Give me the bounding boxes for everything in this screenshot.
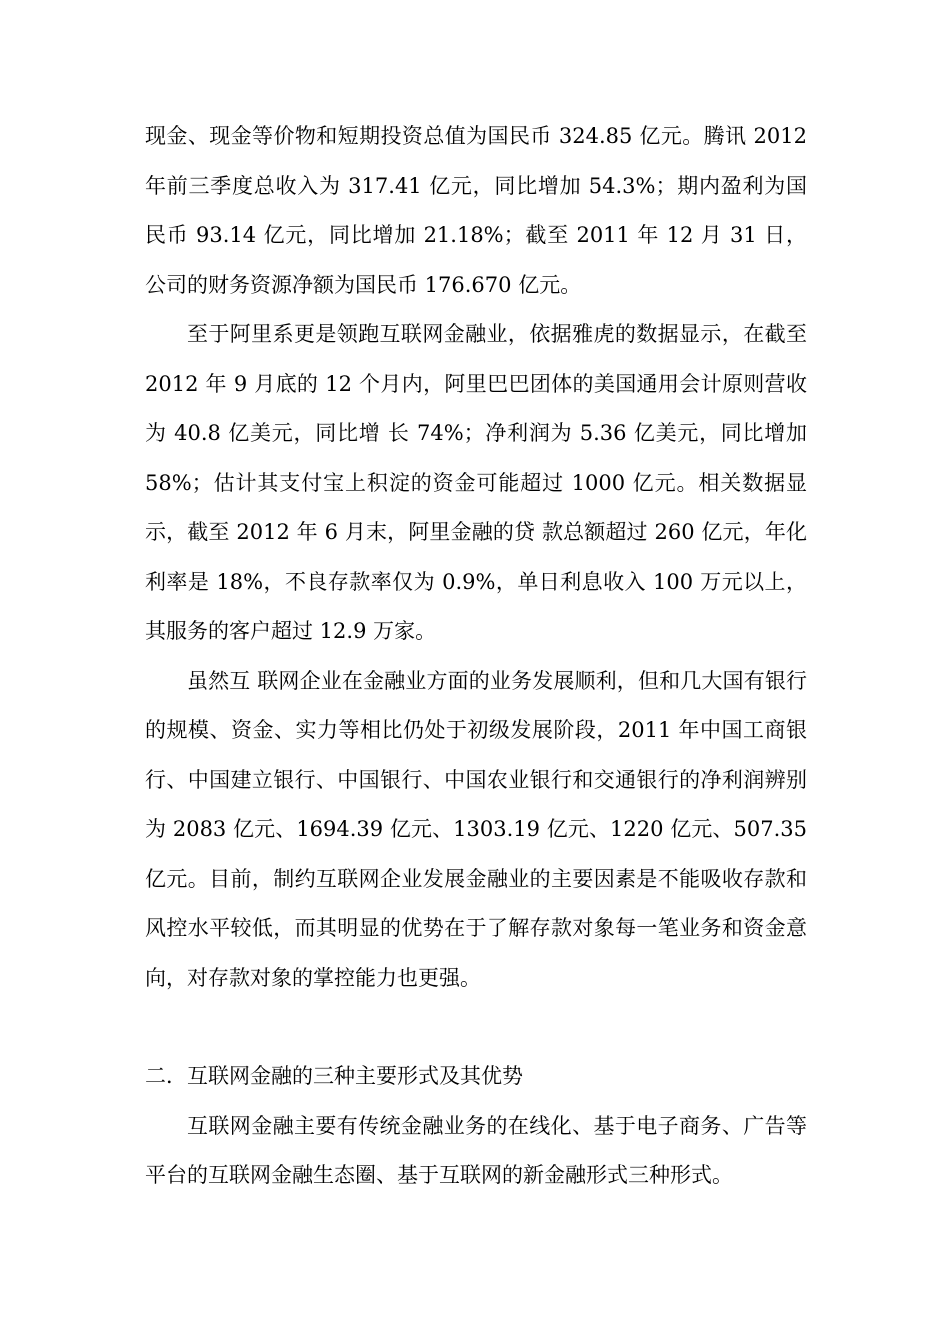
document-body: [145, 112, 807, 1201]
paragraph-alibaba-financials: 至于阿里系更是领跑互联网金融业，依据雅虎的数据显示，在截至 2012 年 9 月底的 12 个月内，阿里巴巴团体的美国通用会计原则营收为 40.8 亿美元，同比增 长 74%；净利润为 5.36 亿美元，同比增加 58%；估计其支付宝上积淀的资金可能超过 1000 亿元。相关数据显示，截至 2012 年 6 月末，阿里金融的贷 款总额超过 260 亿元，年化利率是 18%，不良存款率仅为 0.9%，单日利息收入 100 万元以上，其服务的客户超过 12.9 万家。: [145, 322, 807, 643]
section-heading: 二．互联网金融的三种主要形式及其优势: [145, 1064, 523, 1088]
section-gap: [145, 1003, 807, 1052]
paragraph-bank-comparison: 虽然互 联网企业在金融业方面的业务发展顺利，但和几大国有银行的规模、资金、实力等相比仍处于初级发展阶段，2011 年中国工商银行、中国建立银行、中国银行、中国农业银行和交通银行的净利润辨别为 2083 亿元、1694.39 亿元、1303.19 亿元、1220 亿元、507.35 亿元。目前，制约互联网企业发展金融业的主要因素是不能吸收存款和风控水平较低，而其明显的优势在于了解存款对象每一笔业务和资金意向，对存款对象的掌控能力也更强。: [145, 668, 807, 990]
paragraph-three-forms: 互联网金融主要有传统金融业务的在线化、基于电子商务、广告等平台的互联网金融生态圈、基于互联网的新金融形式三种形式。: [145, 1113, 807, 1187]
paragraph-tencent-financials: 现金、现金等价物和短期投资总值为国民币 324.85 亿元。腾讯 2012 年前三季度总收入为 317.41 亿元，同比增加 54.3%；期内盈利为国民币 93.14 亿元，同比增加 21.18%；截至 2011 年 12 月 31 日，公司的财务资源净额为国民币 176.670 亿元。: [145, 124, 807, 297]
